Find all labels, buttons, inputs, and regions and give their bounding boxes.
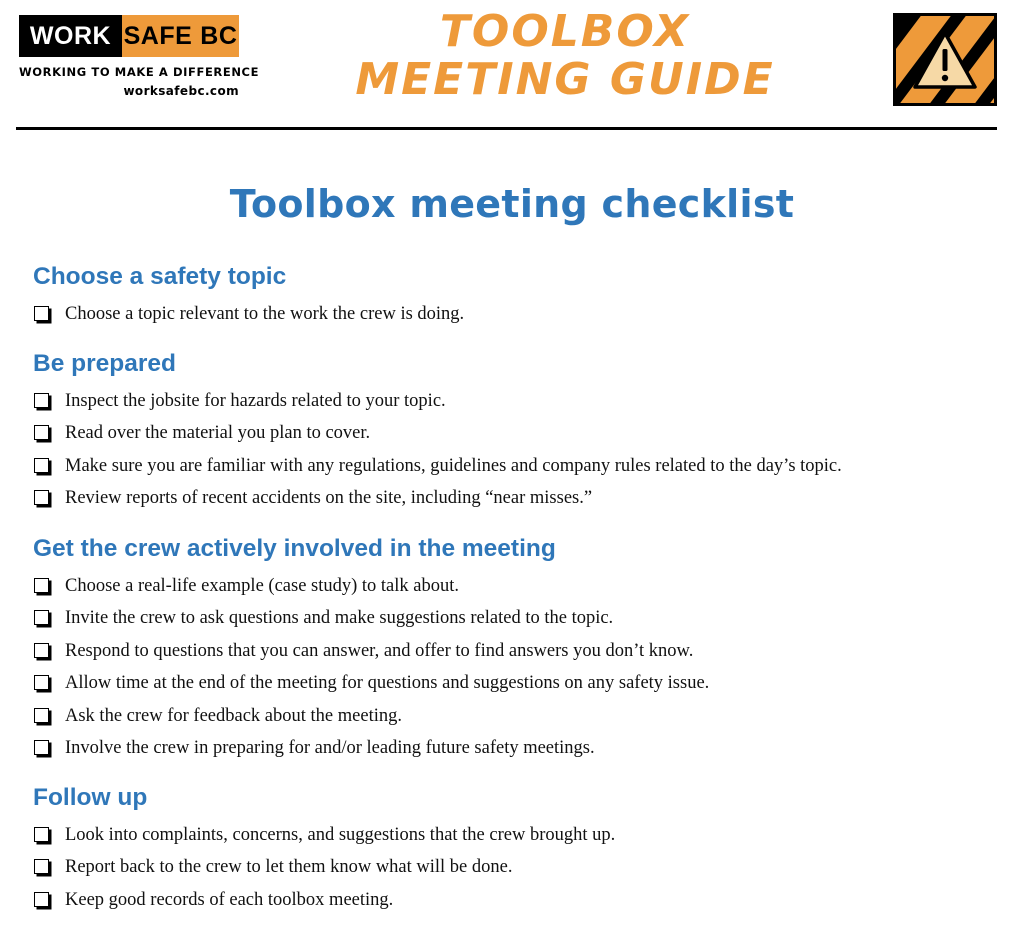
- checklist-item: Make sure you are familiar with any regulations, guidelines and company rules related to the day’s topic.: [33, 450, 842, 483]
- section-heading: Choose a safety topic: [33, 263, 287, 290]
- checklist-item: Respond to questions that you can answer, and offer to find answers you don’t know.: [33, 635, 709, 668]
- checkbox-icon[interactable]: [34, 425, 49, 440]
- checkbox-icon[interactable]: [34, 708, 49, 723]
- section-follow-up: [33, 783, 615, 917]
- checkbox-icon[interactable]: [34, 892, 49, 907]
- guide-title-line2: MEETING GUIDE: [355, 54, 775, 105]
- checkbox-icon[interactable]: [34, 393, 49, 408]
- checklist-item: Look into complaints, concerns, and suggestions that the crew brought up.: [33, 819, 615, 852]
- checkbox-icon[interactable]: [34, 306, 49, 321]
- section-crew-involved: [33, 534, 709, 765]
- logo-safe-text: SAFE: [123, 21, 193, 50]
- section-heading: Be prepared: [33, 350, 176, 377]
- checkbox-icon[interactable]: [34, 458, 49, 473]
- checklist-item: Read over the material you plan to cover.: [33, 418, 842, 451]
- checklist-item: Report back to the crew to let them know what will be done.: [33, 852, 615, 885]
- checkbox-icon[interactable]: [34, 643, 49, 658]
- header-divider: [16, 127, 997, 130]
- checklist-item: Allow time at the end of the meeting for questions and suggestions on any safety issue.: [33, 668, 709, 701]
- guide-title-line1: TOOLBOX: [439, 6, 691, 57]
- checklist-item: Keep good records of each toolbox meeting.: [33, 884, 615, 917]
- logo-bc-text: BC: [200, 21, 238, 50]
- checkbox-icon[interactable]: [34, 610, 49, 625]
- section-be-prepared: [33, 349, 842, 515]
- hazard-warning-icon: [893, 13, 997, 106]
- website-url: worksafebc.com: [123, 84, 239, 98]
- section-heading: Get the crew actively involved in the meeting: [33, 535, 556, 562]
- checkbox-icon[interactable]: [34, 740, 49, 755]
- checkbox-icon[interactable]: [34, 827, 49, 842]
- checklist-item: Involve the crew in preparing for and/or leading future safety meetings.: [33, 733, 709, 766]
- checklist-item: Choose a real-life example (case study) to talk about.: [33, 570, 709, 603]
- checklist-item: Choose a topic relevant to the work the crew is doing.: [33, 298, 464, 331]
- checklist-item: Inspect the jobsite for hazards related to your topic.: [33, 385, 842, 418]
- checkbox-icon[interactable]: [34, 490, 49, 505]
- tagline: WORKING TO MAKE A DIFFERENCE: [19, 65, 260, 79]
- checkbox-icon[interactable]: [34, 675, 49, 690]
- guide-title: [300, 8, 830, 104]
- checklist-item: Invite the crew to ask questions and make suggestions related to the topic.: [33, 603, 709, 636]
- section-heading: Follow up: [33, 784, 148, 811]
- page-title: Toolbox meeting checklist: [229, 182, 795, 226]
- checklist-item: Review reports of recent accidents on the site, including “near misses.”: [33, 483, 842, 516]
- checkbox-icon[interactable]: [34, 578, 49, 593]
- section-choose-topic: [33, 262, 464, 331]
- checklist-item: Ask the crew for feedback about the meeting.: [33, 700, 709, 733]
- worksafebc-logo: [19, 15, 239, 57]
- checkbox-icon[interactable]: [34, 859, 49, 874]
- logo-work-text: WORK: [19, 15, 122, 57]
